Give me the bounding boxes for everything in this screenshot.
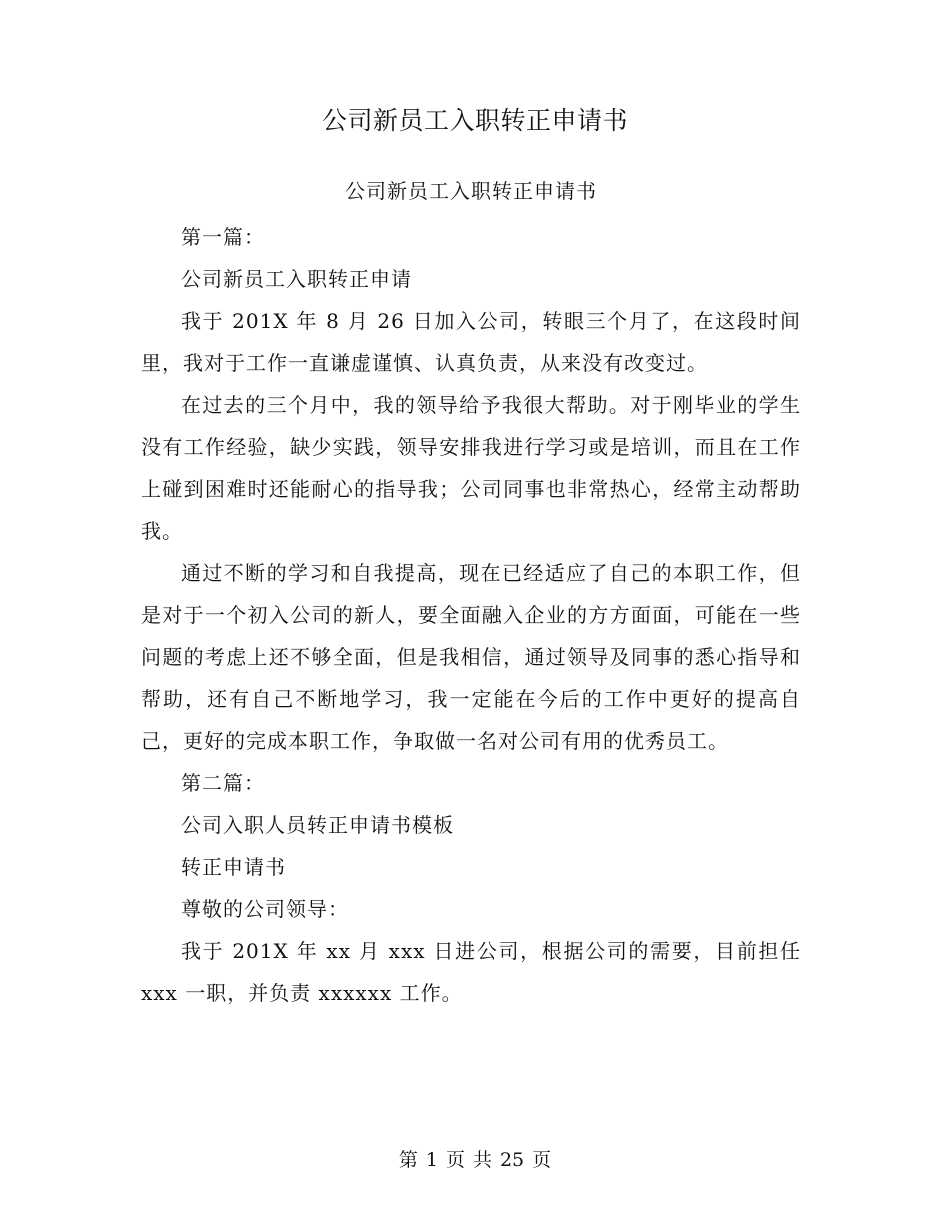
footer-total-pages: 25 [499,1149,525,1171]
paragraph-subtitle: 公司新员工入职转正申请书 [345,179,597,203]
paragraph-section-2-heading: 第二篇： [181,771,265,795]
paragraph-section-1-title: 公司新员工入职转正申请 [181,267,412,291]
paragraph-body: 我于 201X 年 xx 月 xxx 日进公司，根据公司的需要，目前担任 xxx 一职，并负责 xxxxxx 工作。 [141,939,801,1005]
paragraph-salutation: 尊敬的公司领导： [181,897,349,921]
paragraph-body: 在过去的三个月中，我的领导给予我很大帮助。对于刚毕业的学生没有工作经验，缺少实践，领导安排我进行学习或是培训，而且在工作上碰到困难时还能耐心的指导我；公司同事也非常热心，经常主动帮助我。 [141,393,801,543]
page-footer [0,1146,950,1174]
paragraph-letter-title: 转正申请书 [181,855,286,879]
footer-total-word: 共 [472,1149,492,1171]
paragraph-section-1-heading: 第一篇： [181,225,265,249]
paragraph-section-2-title: 公司入职人员转正申请书模板 [181,813,454,837]
footer-prefix: 第 [398,1149,418,1171]
paragraph-body: 我于 201X 年 8 月 26 日加入公司，转眼三个月了，在这段时间里，我对于工作一直谦虚谨慎、认真负责，从来没有改变过。 [141,309,801,375]
document-title: 公司新员工入职转正申请书 [321,106,628,135]
paragraph-body: 通过不断的学习和自我提高，现在已经适应了自己的本职工作，但是对于一个初入公司的新人，要全面融入企业的方方面面，可能在一些问题的考虑上还不够全面，但是我相信，通过领导及同事的悉心指导和帮助，还有自己不断地学习，我一定能在今后的工作中更好的提高自己，更好的完成本职工作，争取做一名对公司有用的优秀员工。 [141,561,801,753]
footer-page-word: 页 [445,1149,465,1171]
footer-current-page: 1 [425,1149,438,1171]
footer-suffix: 页 [532,1149,552,1171]
document-body [141,170,801,1014]
